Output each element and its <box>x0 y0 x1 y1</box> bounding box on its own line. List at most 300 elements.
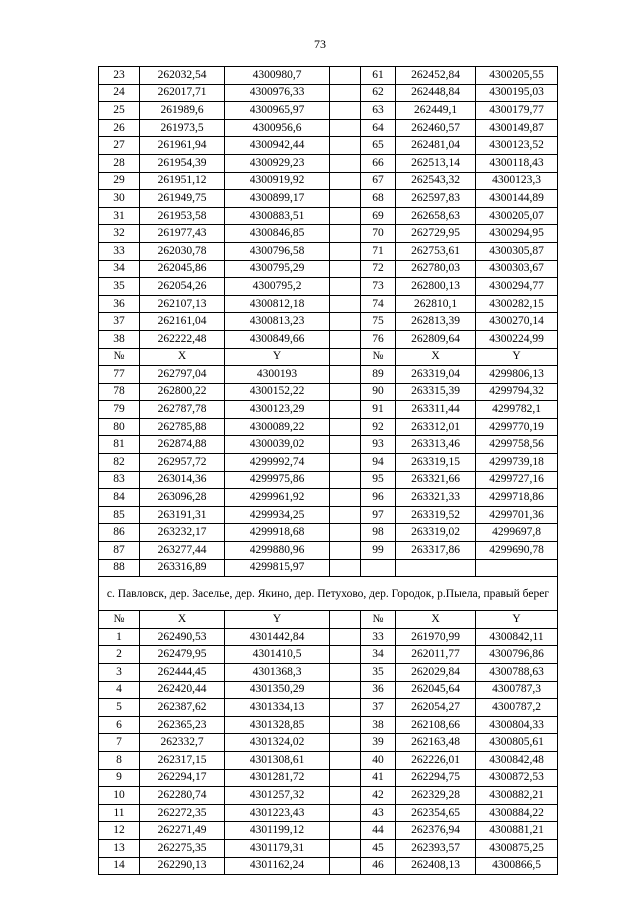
table-cell: 4299739,18 <box>476 454 558 472</box>
table-cell: 4300144,89 <box>476 190 558 208</box>
table-cell: 88 <box>99 559 140 577</box>
table-cell: 97 <box>361 506 396 524</box>
table-cell: 45 <box>361 839 396 857</box>
table-cell: 90 <box>361 383 396 401</box>
table-cell: 4299918,68 <box>225 524 330 542</box>
table-cell: 262107,13 <box>140 295 225 313</box>
spacer-cell <box>330 330 361 348</box>
table-cell: № <box>361 611 396 629</box>
spacer-cell <box>330 67 361 85</box>
spacer-cell <box>330 348 361 366</box>
table-cell: 4300965,97 <box>225 102 330 120</box>
table-row <box>99 471 558 489</box>
spacer-cell <box>330 172 361 190</box>
table-cell: 64 <box>361 119 396 137</box>
table-cell: 4300805,61 <box>476 734 558 752</box>
table-cell: Y <box>225 348 330 366</box>
table-cell: 262329,28 <box>396 787 476 805</box>
table-cell: 4301162,24 <box>225 857 330 875</box>
table-cell: 4300152,22 <box>225 383 330 401</box>
spacer-cell <box>330 699 361 717</box>
table-cell: 4300866,5 <box>476 857 558 875</box>
table-cell: 263316,89 <box>140 559 225 577</box>
table-cell: 32 <box>99 225 140 243</box>
table-cell: 4300813,23 <box>225 313 330 331</box>
table-cell: Y <box>225 611 330 629</box>
table-row <box>99 137 558 155</box>
table-cell: 262797,04 <box>140 366 225 384</box>
section-caption: с. Павловск, дер. Заселье, дер. Якино, дер. Петухово, дер. Городок, р.Пыела, правый берег <box>99 577 558 611</box>
table-row <box>99 559 558 577</box>
table-cell: 40 <box>361 751 396 769</box>
table-cell: 263317,86 <box>396 542 476 560</box>
table-cell: 4301350,29 <box>225 681 330 699</box>
table-cell: X <box>140 348 225 366</box>
table-cell: 262354,65 <box>396 804 476 822</box>
table-cell: 262030,78 <box>140 242 225 260</box>
table-cell: 261989,6 <box>140 102 225 120</box>
table-cell: 4299782,1 <box>476 401 558 419</box>
table-cell: Y <box>476 348 558 366</box>
table-cell: 89 <box>361 366 396 384</box>
table-cell: 4300796,86 <box>476 646 558 664</box>
table-cell: 3 <box>99 664 140 682</box>
table-cell: 72 <box>361 260 396 278</box>
table-cell: 1 <box>99 628 140 646</box>
table-cell: 261951,12 <box>140 172 225 190</box>
table-cell: 4301410,5 <box>225 646 330 664</box>
table-cell: 38 <box>99 330 140 348</box>
table-cell: 4300899,17 <box>225 190 330 208</box>
spacer-cell <box>330 84 361 102</box>
table-cell: 262543,32 <box>396 172 476 190</box>
spacer-cell <box>330 489 361 507</box>
table-cell: 67 <box>361 172 396 190</box>
spacer-cell <box>330 716 361 734</box>
table-cell: 4300875,25 <box>476 839 558 857</box>
spacer-cell <box>330 559 361 577</box>
table-cell: 4300195,03 <box>476 84 558 102</box>
table-cell: 4300123,3 <box>476 172 558 190</box>
table-cell: 4300089,22 <box>225 418 330 436</box>
table-cell: 262444,45 <box>140 664 225 682</box>
table-cell: 262481,04 <box>396 137 476 155</box>
table-cell: 41 <box>361 769 396 787</box>
table-cell: 262272,35 <box>140 804 225 822</box>
table-row <box>99 699 558 717</box>
table-cell: 93 <box>361 436 396 454</box>
table-row <box>99 857 558 875</box>
table-cell: 4299794,32 <box>476 383 558 401</box>
table-cell: 4300881,21 <box>476 822 558 840</box>
table-cell: 263096,28 <box>140 489 225 507</box>
table-cell: 262045,64 <box>396 681 476 699</box>
table-cell: 4300884,22 <box>476 804 558 822</box>
table-cell: 4299701,36 <box>476 506 558 524</box>
table-cell: 4300849,66 <box>225 330 330 348</box>
table-cell: 4300956,6 <box>225 119 330 137</box>
spacer-cell <box>330 822 361 840</box>
table-cell: 85 <box>99 506 140 524</box>
table-cell: 4299815,97 <box>225 559 330 577</box>
table-cell: 261953,58 <box>140 207 225 225</box>
table-row <box>99 242 558 260</box>
table-cell: 262957,72 <box>140 454 225 472</box>
table-cell: 4301308,61 <box>225 751 330 769</box>
table-cell: 4300787,3 <box>476 681 558 699</box>
table-cell: № <box>99 611 140 629</box>
table-cell: 262294,75 <box>396 769 476 787</box>
table-cell: 4301334,13 <box>225 699 330 717</box>
table-cell: 11 <box>99 804 140 822</box>
table-cell: 74 <box>361 295 396 313</box>
table-cell: 95 <box>361 471 396 489</box>
table-cell <box>396 559 476 577</box>
table-cell: 262032,54 <box>140 67 225 85</box>
table-cell: 4300788,63 <box>476 664 558 682</box>
table-cell: 261949,75 <box>140 190 225 208</box>
table-row <box>99 646 558 664</box>
header-row <box>99 348 558 366</box>
table-cell: 43 <box>361 804 396 822</box>
table-row <box>99 383 558 401</box>
table-cell: 34 <box>99 260 140 278</box>
table-cell: 4301281,72 <box>225 769 330 787</box>
table-cell: 4300039,02 <box>225 436 330 454</box>
table-row <box>99 67 558 85</box>
spacer-cell <box>330 278 361 296</box>
table-cell: 12 <box>99 822 140 840</box>
table-row <box>99 401 558 419</box>
table-cell: 37 <box>361 699 396 717</box>
table-cell: 262271,49 <box>140 822 225 840</box>
table-cell: 261973,5 <box>140 119 225 137</box>
table-cell <box>361 559 396 577</box>
table-row <box>99 542 558 560</box>
table-cell: 80 <box>99 418 140 436</box>
table-cell: 262332,7 <box>140 734 225 752</box>
table-cell: 75 <box>361 313 396 331</box>
table-cell: № <box>99 348 140 366</box>
table-row <box>99 418 558 436</box>
table-row <box>99 172 558 190</box>
table-row <box>99 787 558 805</box>
table-cell: 262785,88 <box>140 418 225 436</box>
table-row <box>99 330 558 348</box>
table-row <box>99 84 558 102</box>
table-cell: 4 <box>99 681 140 699</box>
table-cell: 4300795,29 <box>225 260 330 278</box>
table-cell: 4301368,3 <box>225 664 330 682</box>
table-row <box>99 716 558 734</box>
table-cell: 263277,44 <box>140 542 225 560</box>
table-cell: 262275,35 <box>140 839 225 857</box>
table-cell: 4299961,92 <box>225 489 330 507</box>
table-cell: 4300282,15 <box>476 295 558 313</box>
table-cell: X <box>396 611 476 629</box>
table-cell: 262163,48 <box>396 734 476 752</box>
spacer-cell <box>330 751 361 769</box>
spacer-cell <box>330 366 361 384</box>
table-cell: 262017,71 <box>140 84 225 102</box>
table-cell: 76 <box>361 330 396 348</box>
table-cell: Y <box>476 611 558 629</box>
table-cell: 4301324,02 <box>225 734 330 752</box>
table-cell: 30 <box>99 190 140 208</box>
table-cell: 262448,84 <box>396 84 476 102</box>
table-cell: № <box>361 348 396 366</box>
table-cell: 66 <box>361 154 396 172</box>
table-cell: 71 <box>361 242 396 260</box>
table-cell: 46 <box>361 857 396 875</box>
table-cell: 262753,61 <box>396 242 476 260</box>
table-cell: 4301328,85 <box>225 716 330 734</box>
table-cell: 4300123,29 <box>225 401 330 419</box>
table-row <box>99 506 558 524</box>
table-row <box>99 295 558 313</box>
table-cell: 4301223,43 <box>225 804 330 822</box>
spacer-cell <box>330 383 361 401</box>
table-cell: 62 <box>361 84 396 102</box>
table-cell: 7 <box>99 734 140 752</box>
table-cell: 262365,23 <box>140 716 225 734</box>
table-cell: 262294,17 <box>140 769 225 787</box>
table-cell: 263321,66 <box>396 471 476 489</box>
table-cell: 29 <box>99 172 140 190</box>
table-cell: 261977,43 <box>140 225 225 243</box>
table-cell: 68 <box>361 190 396 208</box>
table-cell: 262874,88 <box>140 436 225 454</box>
table-cell: 4300872,53 <box>476 769 558 787</box>
spacer-cell <box>330 260 361 278</box>
spacer-cell <box>330 313 361 331</box>
table-cell: 96 <box>361 489 396 507</box>
table-cell: 4299806,13 <box>476 366 558 384</box>
table-cell: 4300118,43 <box>476 154 558 172</box>
table-cell: 37 <box>99 313 140 331</box>
table-row <box>99 260 558 278</box>
table-row <box>99 313 558 331</box>
spacer-cell <box>330 225 361 243</box>
table-row <box>99 154 558 172</box>
table-cell: 4299934,25 <box>225 506 330 524</box>
table-cell: 261954,39 <box>140 154 225 172</box>
spacer-cell <box>330 611 361 629</box>
table-cell: 34 <box>361 646 396 664</box>
table-row <box>99 681 558 699</box>
table-row <box>99 664 558 682</box>
table-cell: 4300224,99 <box>476 330 558 348</box>
table-cell: 263315,39 <box>396 383 476 401</box>
table-row <box>99 734 558 752</box>
table-row <box>99 366 558 384</box>
table-cell: 262222,48 <box>140 330 225 348</box>
table-cell: 262280,74 <box>140 787 225 805</box>
table-cell: 262729,95 <box>396 225 476 243</box>
table-cell: 262393,57 <box>396 839 476 857</box>
table-cell: 4300303,67 <box>476 260 558 278</box>
table-cell: 10 <box>99 787 140 805</box>
table-cell: 4300804,33 <box>476 716 558 734</box>
table-cell: 28 <box>99 154 140 172</box>
table-cell: 4299697,8 <box>476 524 558 542</box>
table-cell: 31 <box>99 207 140 225</box>
table-cell: 87 <box>99 542 140 560</box>
table-cell: 262317,15 <box>140 751 225 769</box>
table-cell: 4299718,86 <box>476 489 558 507</box>
spacer-cell <box>330 471 361 489</box>
table-cell: 263319,02 <box>396 524 476 542</box>
table-cell: 263014,36 <box>140 471 225 489</box>
table-cell: 84 <box>99 489 140 507</box>
table-cell: 4301257,32 <box>225 787 330 805</box>
table-cell: 73 <box>361 278 396 296</box>
table-cell: 262011,77 <box>396 646 476 664</box>
spacer-cell <box>330 542 361 560</box>
table-cell: 35 <box>361 664 396 682</box>
table-cell: 86 <box>99 524 140 542</box>
table-cell: 25 <box>99 102 140 120</box>
table-row <box>99 436 558 454</box>
table-row <box>99 119 558 137</box>
table-row <box>99 628 558 646</box>
table-cell: 61 <box>361 67 396 85</box>
table-cell: 262787,78 <box>140 401 225 419</box>
table-cell: 14 <box>99 857 140 875</box>
table-cell: 23 <box>99 67 140 85</box>
table-cell: 262813,39 <box>396 313 476 331</box>
table-row <box>99 454 558 472</box>
table-cell: 4300205,55 <box>476 67 558 85</box>
table-cell: 4300842,48 <box>476 751 558 769</box>
header-row <box>99 611 558 629</box>
table-cell: 263321,33 <box>396 489 476 507</box>
table-cell: 4300882,21 <box>476 787 558 805</box>
table-cell: 262408,13 <box>396 857 476 875</box>
table-cell: 262054,26 <box>140 278 225 296</box>
table-cell: 4300795,2 <box>225 278 330 296</box>
spacer-cell <box>330 401 361 419</box>
table-cell: 4299758,56 <box>476 436 558 454</box>
spacer-cell <box>330 839 361 857</box>
table-cell: 262452,84 <box>396 67 476 85</box>
page-number: 73 <box>314 37 326 51</box>
table-cell: 263232,17 <box>140 524 225 542</box>
table-cell: 91 <box>361 401 396 419</box>
table-cell: 4300149,87 <box>476 119 558 137</box>
table-cell: 4299727,16 <box>476 471 558 489</box>
spacer-cell <box>330 857 361 875</box>
spacer-cell <box>330 734 361 752</box>
table-cell: 262108,66 <box>396 716 476 734</box>
table-cell: 4300193 <box>225 366 330 384</box>
table-cell: 79 <box>99 401 140 419</box>
table-cell: 99 <box>361 542 396 560</box>
table-cell: 4300787,2 <box>476 699 558 717</box>
spacer-cell <box>330 242 361 260</box>
spacer-cell <box>330 436 361 454</box>
table-cell: 4300929,23 <box>225 154 330 172</box>
spacer-cell <box>330 787 361 805</box>
table-row <box>99 804 558 822</box>
table-cell: 4300919,92 <box>225 172 330 190</box>
table-cell: 26 <box>99 119 140 137</box>
table-row <box>99 102 558 120</box>
table-cell: 262809,64 <box>396 330 476 348</box>
table-cell: 4301199,12 <box>225 822 330 840</box>
table-cell: 4299880,96 <box>225 542 330 560</box>
table-row <box>99 769 558 787</box>
table-cell: 8 <box>99 751 140 769</box>
table-row <box>99 822 558 840</box>
table-cell: 262800,22 <box>140 383 225 401</box>
table-cell: 262054,27 <box>396 699 476 717</box>
spacer-cell <box>330 418 361 436</box>
table-cell: 94 <box>361 454 396 472</box>
table-row <box>99 751 558 769</box>
table-cell: 4300179,77 <box>476 102 558 120</box>
table-row <box>99 489 558 507</box>
table-cell: 9 <box>99 769 140 787</box>
table-cell: 69 <box>361 207 396 225</box>
spacer-cell <box>330 190 361 208</box>
table-cell: 263319,15 <box>396 454 476 472</box>
table-cell: 33 <box>361 628 396 646</box>
table-cell: 262387,62 <box>140 699 225 717</box>
spacer-cell <box>330 154 361 172</box>
table-cell: 4301179,31 <box>225 839 330 857</box>
table-cell: 4300294,77 <box>476 278 558 296</box>
spacer-cell <box>330 804 361 822</box>
table-cell: 4300883,51 <box>225 207 330 225</box>
table-cell: 4300980,7 <box>225 67 330 85</box>
spacer-cell <box>330 295 361 313</box>
spacer-cell <box>330 506 361 524</box>
table-cell: 4300842,11 <box>476 628 558 646</box>
table-cell: 262420,44 <box>140 681 225 699</box>
table-cell: 4300976,33 <box>225 84 330 102</box>
table-cell: 263319,04 <box>396 366 476 384</box>
spacer-cell <box>330 681 361 699</box>
table-cell: 4301442,84 <box>225 628 330 646</box>
table-cell: 13 <box>99 839 140 857</box>
table-cell: 4299690,78 <box>476 542 558 560</box>
table-cell: 82 <box>99 454 140 472</box>
table-cell: 6 <box>99 716 140 734</box>
table-cell: 263312,01 <box>396 418 476 436</box>
spacer-cell <box>330 646 361 664</box>
table-cell: 262029,84 <box>396 664 476 682</box>
spacer-cell <box>330 769 361 787</box>
table-cell: 81 <box>99 436 140 454</box>
table-cell: 35 <box>99 278 140 296</box>
table-cell: 4300294,95 <box>476 225 558 243</box>
table-cell: 262376,94 <box>396 822 476 840</box>
coordinates-table <box>98 66 558 875</box>
table-cell: 263319,52 <box>396 506 476 524</box>
table-cell: 262449,1 <box>396 102 476 120</box>
caption-row <box>99 577 558 611</box>
table-cell: 2 <box>99 646 140 664</box>
table-cell: 263191,31 <box>140 506 225 524</box>
spacer-cell <box>330 664 361 682</box>
table-cell: 262810,1 <box>396 295 476 313</box>
table-row <box>99 278 558 296</box>
table-cell: 4300205,07 <box>476 207 558 225</box>
spacer-cell <box>330 207 361 225</box>
table-row <box>99 524 558 542</box>
spacer-cell <box>330 454 361 472</box>
